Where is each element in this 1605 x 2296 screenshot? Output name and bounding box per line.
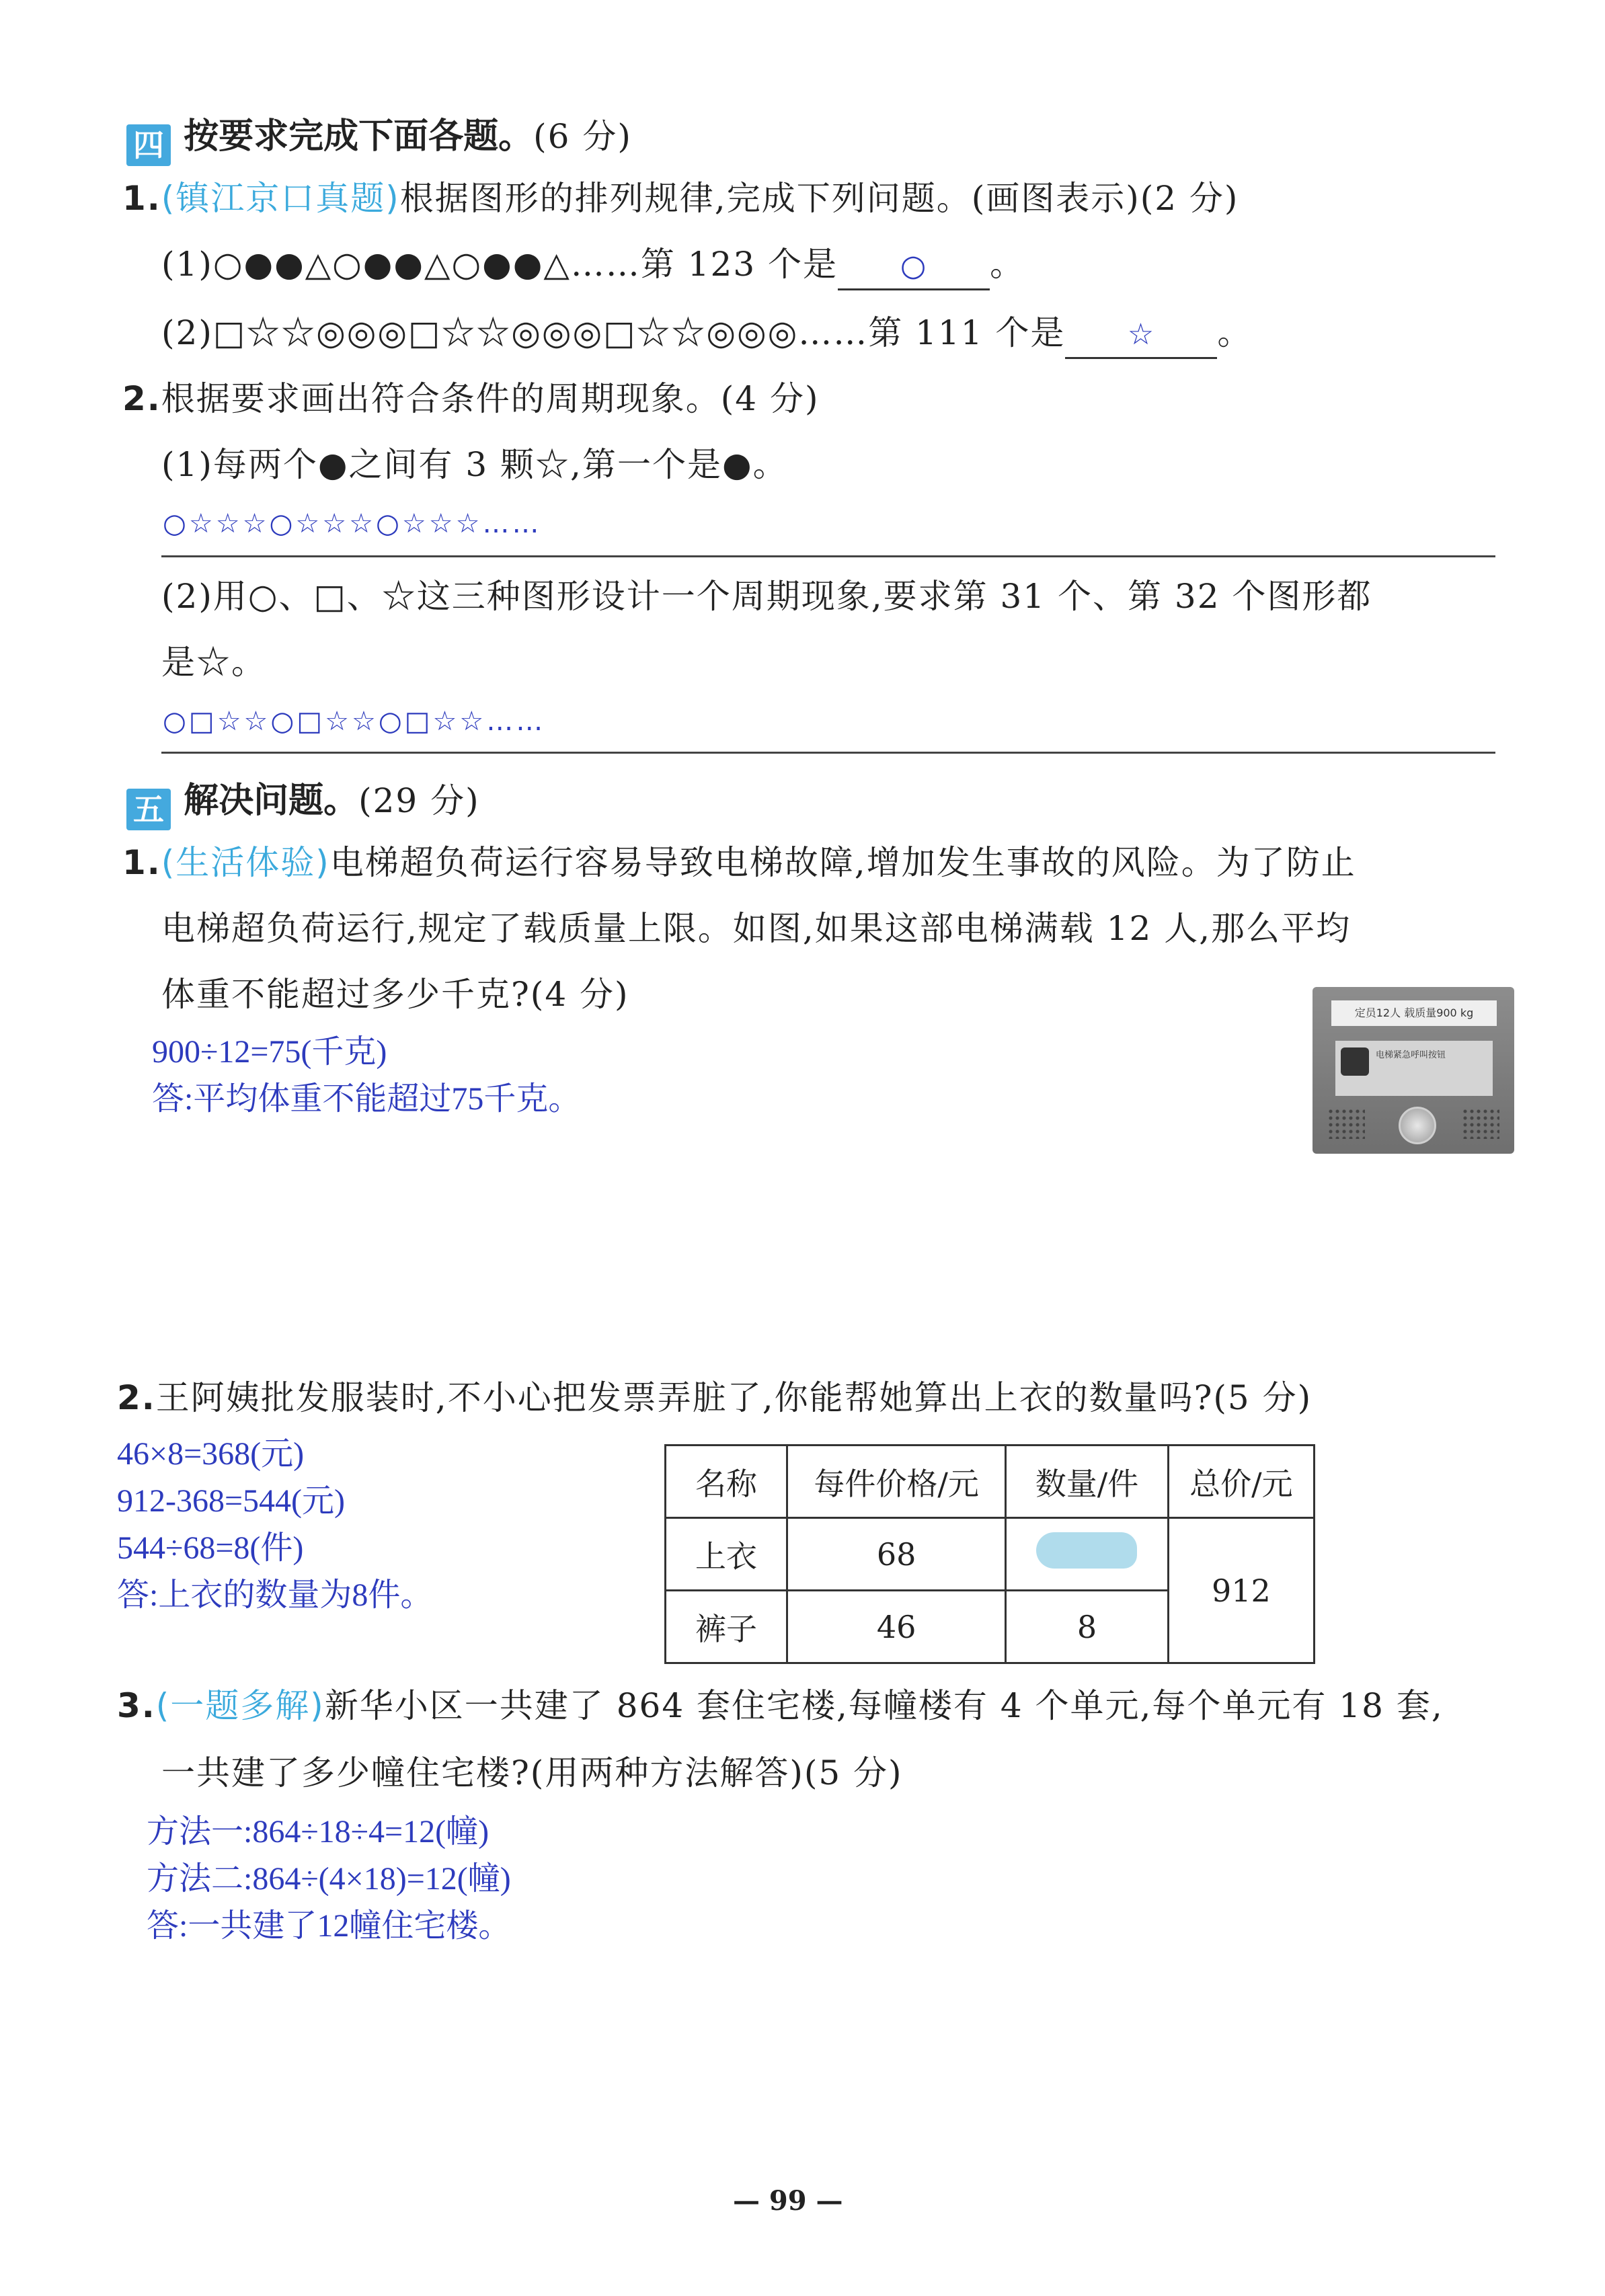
answer-circle: ○ — [900, 249, 928, 283]
question-number: 2. — [122, 379, 161, 418]
answer-line — [161, 752, 1495, 754]
item-name: 上衣 — [666, 1518, 787, 1591]
problem-2-answer-line-2: 912-368=544(元) — [117, 1483, 346, 1519]
question-text: 根据要求画出符合条件的周期现象。(4 分) — [161, 379, 820, 418]
question-2-part-1 — [161, 442, 788, 487]
question-1-part-1 — [161, 242, 1025, 290]
question-text: 根据图形的排列规律,完成下列问题。(画图表示)(2 分) — [399, 179, 1239, 218]
problem-3-line-1 — [117, 1684, 1444, 1728]
part-text: 是☆。 — [161, 643, 266, 682]
problem-1-answer-line-1: 900÷12=75(千克) — [152, 1034, 387, 1070]
problem-3-answer-line-2: 方法二:864÷(4×18)=12(幢) — [147, 1861, 511, 1897]
part-text: (1)○●●△○●●△○●●△……第 123 个是 — [161, 245, 838, 284]
header-total: 总价/元 — [1168, 1446, 1314, 1518]
answer-star: ☆ — [1127, 317, 1156, 352]
knob-icon — [1399, 1107, 1436, 1144]
question-2-part-2-line-1 — [161, 574, 1372, 619]
answer-pattern-2: ○□☆☆○□☆☆○□☆☆…… — [163, 706, 546, 737]
call-button-icon — [1341, 1047, 1369, 1076]
page-number: — 99 — — [733, 2185, 843, 2217]
table-row — [666, 1518, 1315, 1591]
question-text: 王阿姨批发服装时,不小心把发票弄脏了,你能帮她算出上衣的数量吗?(5 分) — [155, 1378, 1313, 1417]
answer-pattern-1: ○☆☆☆○☆☆☆○☆☆☆…… — [163, 508, 542, 539]
section-4-header — [126, 108, 632, 166]
problem-2 — [117, 1376, 1312, 1420]
section-score: (6 分) — [533, 117, 632, 156]
header-name: 名称 — [666, 1446, 787, 1518]
emergency-panel — [1335, 1041, 1493, 1096]
item-quantity: 8 — [1006, 1591, 1169, 1663]
question-number: 2. — [117, 1378, 156, 1417]
speaker-grill-icon — [1462, 1108, 1499, 1139]
section-5-header — [126, 772, 480, 830]
item-price: 46 — [787, 1591, 1006, 1663]
answer-blank — [838, 242, 990, 290]
section-score: (29 分) — [358, 781, 480, 820]
problem-3-answer-line-3: 答:一共建了12幢住宅楼。 — [147, 1908, 511, 1944]
header-quantity: 数量/件 — [1006, 1446, 1169, 1518]
question-1-part-2 — [161, 311, 1252, 359]
question-text: 新华小区一共建了 864 套住宅楼,每幢楼有 4 个单元,每个单元有 18 套, — [324, 1686, 1444, 1725]
question-text: 电梯超负荷运行容易导致电梯故障,增加发生事故的风险。为了防止 — [329, 843, 1356, 882]
question-1 — [122, 176, 1239, 221]
item-quantity-stained — [1006, 1518, 1169, 1591]
problem-2-answer-line-1: 46×8=368(元) — [117, 1436, 305, 1472]
answer-line — [161, 555, 1495, 557]
problem-1-line-1 — [122, 840, 1356, 885]
question-source-tag: (镇江京口真题) — [161, 179, 400, 218]
problem-2-answer-line-3: 544÷68=8(件) — [117, 1530, 304, 1566]
question-number: 1. — [122, 179, 161, 218]
speaker-grill-icon — [1327, 1108, 1365, 1139]
problem-3-line-2: 一共建了多少幢住宅楼?(用两种方法解答)(5 分) — [161, 1753, 903, 1792]
problem-1-line-2: 电梯超负荷运行,规定了载质量上限。如图,如果这部电梯满载 12 人,那么平均 — [161, 909, 1352, 948]
table-header-row — [666, 1446, 1315, 1518]
section-badge: 五 — [126, 789, 171, 830]
ink-stain — [1036, 1532, 1137, 1569]
panel-title: 电梯紧急呼叫按钮 — [1376, 1050, 1446, 1060]
question-2-part-2-line-2 — [161, 640, 266, 684]
header-price: 每件价格/元 — [787, 1446, 1006, 1518]
invoice-table — [664, 1444, 1315, 1664]
item-price: 68 — [787, 1518, 1006, 1591]
problem-1-answer-line-2: 答:平均体重不能超过75千克。 — [152, 1081, 581, 1117]
section-title: 按要求完成下面各题。 — [184, 116, 534, 157]
period: 。 — [1217, 313, 1253, 352]
question-2 — [122, 377, 820, 421]
total-price: 912 — [1168, 1518, 1314, 1663]
part-text: (2)□☆☆◎◎◎□☆☆◎◎◎□☆☆◎◎◎……第 111 个是 — [161, 313, 1066, 352]
part-text: (1)每两个●之间有 3 颗☆,第一个是●。 — [161, 445, 788, 484]
item-name: 裤子 — [666, 1591, 787, 1663]
question-number: 3. — [117, 1686, 156, 1725]
elevator-panel-photo — [1313, 987, 1514, 1154]
part-text: (2)用○、□、☆这三种图形设计一个周期现象,要求第 31 个、第 32 个图形都 — [161, 577, 1372, 616]
problem-1-line-3: 体重不能超过多少千克?(4 分) — [161, 975, 629, 1014]
section-badge: 四 — [126, 124, 171, 166]
section-title: 解决问题。 — [184, 781, 359, 821]
problem-3-answer-line-1: 方法一:864÷18÷4=12(幢) — [147, 1814, 490, 1850]
answer-blank — [1065, 311, 1217, 359]
question-number: 1. — [122, 843, 161, 882]
question-source-tag: (生活体验) — [161, 843, 330, 882]
capacity-plate: 定员12人 载质量900 kg — [1331, 1000, 1497, 1026]
period: 。 — [990, 245, 1025, 284]
question-source-tag: (一题多解) — [155, 1686, 325, 1725]
problem-2-answer-line-4: 答:上衣的数量为8件。 — [117, 1577, 433, 1613]
